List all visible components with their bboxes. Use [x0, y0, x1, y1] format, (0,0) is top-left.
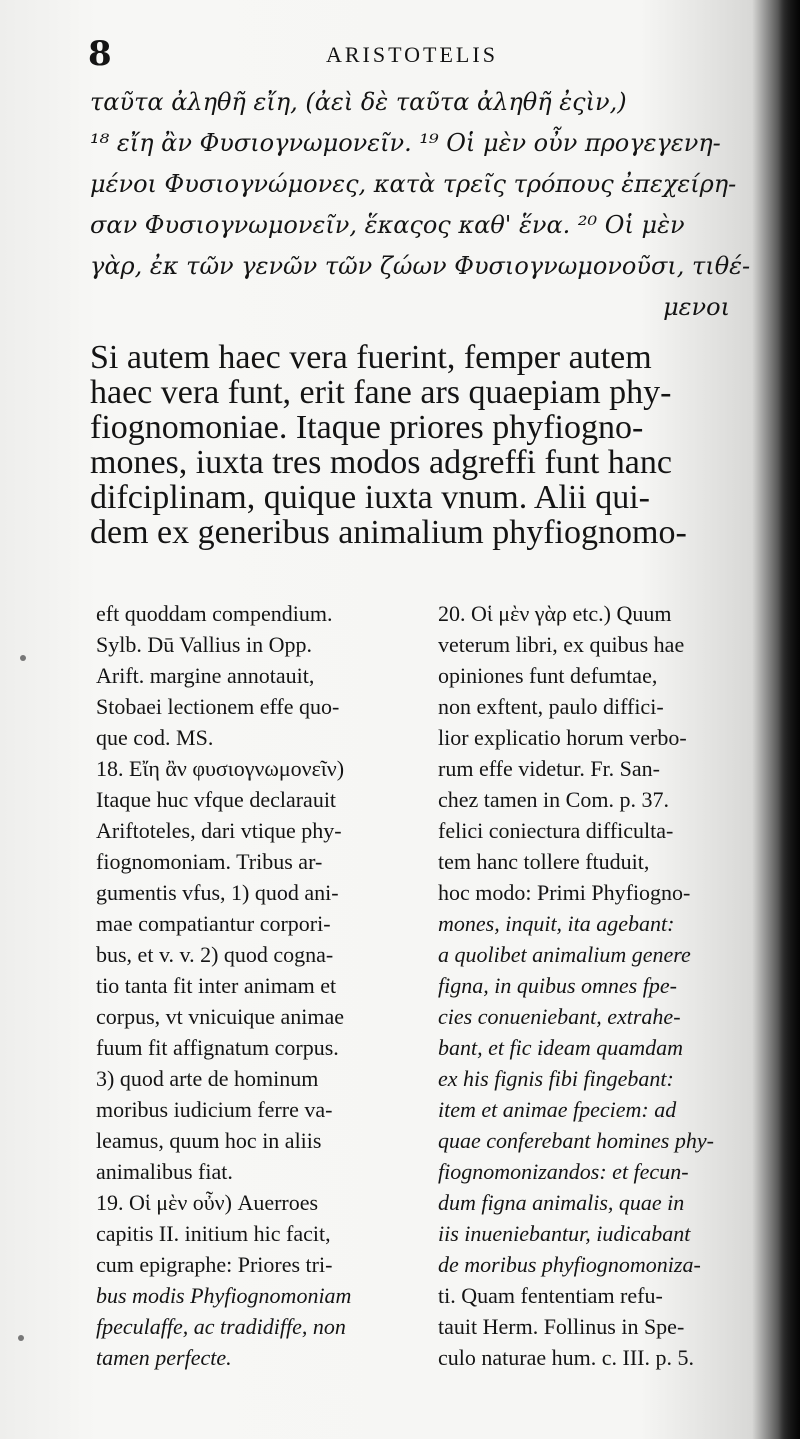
note-line: iis inueniebantur, iudicabant — [438, 1221, 691, 1246]
note-line: chez tamen in Com. p. 37. — [438, 787, 669, 812]
latin-line: Si autem haec vera fuerint, femper autem — [90, 339, 652, 376]
ink-speck — [18, 1335, 24, 1341]
note-line: tauit Herm. Follinus in Spe- — [438, 1314, 685, 1339]
latin-line: difciplinam, quique iuxta vnum. Alii qui- — [90, 479, 650, 516]
note-line: corpus, vt vnicuique animae — [96, 1004, 345, 1029]
note-line: quae conferebant homines phy- — [438, 1128, 714, 1153]
book-spine-shadow — [778, 0, 800, 1439]
page-number: 8 — [88, 34, 112, 74]
note-line: non exftent, paulo diffici- — [438, 694, 664, 719]
note-line: figna, in quibus omnes fpe- — [438, 973, 677, 998]
note-line: bus, et v. v. 2) quod cogna- — [96, 942, 334, 967]
note-line: 3) quod arte de hominum — [96, 1066, 319, 1091]
note-line: gumentis vfus, 1) quod ani- — [96, 880, 339, 905]
note-line: leamus, quum hoc in aliis — [96, 1128, 322, 1153]
greek-line: ταῦτα ἀληθῆ εἴη, (ἀεὶ δὲ ταῦτα ἀληθῆ ἐςὶν,) — [90, 88, 627, 116]
note-line: animalibus fiat. — [96, 1159, 233, 1184]
note-line: ti. Quam fententiam refu- — [438, 1283, 663, 1308]
note-line: fiognomoniam. Tribus ar- — [96, 849, 323, 874]
note-line: Stobaei lectionem effe quo- — [96, 694, 340, 719]
note-line: Ariftoteles, dari vtique phy- — [96, 818, 342, 843]
note-line: tem hanc tollere ftuduit, — [438, 849, 650, 874]
running-title: ARISTOTELIS — [326, 42, 498, 67]
latin-line: dem ex generibus animalium phyfiognomo- — [90, 514, 687, 551]
note-line: 20. Οἱ μὲν γὰρ etc.) Quum — [438, 601, 672, 626]
note-line: cum epigraphe: Priores tri- — [96, 1252, 333, 1277]
note-line: bus modis Phyfiognomoniam — [96, 1283, 352, 1308]
greek-text-block — [90, 82, 770, 328]
note-line: bant, et fic ideam quamdam — [438, 1035, 684, 1060]
latin-line: fiognomoniae. Itaque priores phyfiogno- — [90, 409, 644, 446]
note-line: opiniones funt defumtae, — [438, 663, 658, 688]
latin-line: haec vera funt, erit fane ars quaepiam phy- — [90, 374, 672, 411]
note-line: fpeculaffe, ac tradidiffe, non — [96, 1314, 346, 1339]
latin-translation-block — [90, 340, 770, 550]
note-line: a quolibet animalium genere — [438, 942, 691, 967]
greek-line: σαν Φυσιογνωμονεῖν, ἕκαςος καθ' ἕνα. ²⁰ Οἱ μὲν — [90, 211, 685, 239]
notes-right-column — [438, 598, 774, 1373]
note-line: culo naturae hum. c. III. p. 5. — [438, 1345, 694, 1370]
greek-line: ¹⁸ εἴη ἂν Φυσιογνωμονεῖν. ¹⁹ Οἱ μὲν οὖν προγεγενη- — [90, 129, 721, 157]
latin-line: mones, iuxta tres modos adgreffi funt hanc — [90, 444, 672, 481]
note-line: rum effe videtur. Fr. San- — [438, 756, 660, 781]
note-line: lior explicatio horum verbo- — [438, 725, 687, 750]
note-line: tio tanta fit inter animam et — [96, 973, 337, 998]
note-line: Arift. margine annotauit, — [96, 663, 315, 688]
note-line: eft quoddam compendium. — [96, 601, 333, 626]
notes-left-column — [96, 598, 424, 1373]
page-header — [88, 34, 558, 74]
note-line: de moribus phyfiognomoniza- — [438, 1252, 701, 1277]
note-line: veterum libri, ex quibus hae — [438, 632, 685, 657]
note-line: hoc modo: Primi Phyfiogno- — [438, 880, 691, 905]
note-line: felici coniectura difficulta- — [438, 818, 674, 843]
note-line: moribus iudicium ferre va- — [96, 1097, 333, 1122]
note-line: capitis II. initium hic facit, — [96, 1221, 331, 1246]
note-line: 19. Οἱ μὲν οὖν) Auerroes — [96, 1190, 319, 1215]
note-line: tamen perfecte. — [96, 1345, 232, 1370]
note-line: que cod. MS. — [96, 725, 214, 750]
note-line: Itaque huc vfque declarauit — [96, 787, 337, 812]
greek-line: μένοι Φυσιογνώμονες, κατὰ τρεῖς τρόπους ἐπεχείρη- — [90, 170, 737, 198]
note-line: 18. Εἴη ἂν φυσιογνωμονεῖν) — [96, 756, 345, 781]
note-line: cies conueniebant, extrahe- — [438, 1004, 681, 1029]
greek-line: γὰρ, ἐκ τῶν γενῶν τῶν ζώων Φυσιογνωμονοῦσι, τιθέ- — [90, 252, 751, 280]
note-line: ex his fignis fibi fingebant: — [438, 1066, 674, 1091]
note-line: fuum fit affignatum corpus. — [96, 1035, 339, 1060]
note-line: item et animae fpeciem: ad — [438, 1097, 677, 1122]
ink-speck — [20, 655, 26, 661]
note-line: mones, inquit, ita agebant: — [438, 911, 675, 936]
note-line: dum figna animalis, quae in — [438, 1190, 685, 1215]
note-line: mae compatiantur corpori- — [96, 911, 331, 936]
note-line: fiognomonizandos: et fecun- — [438, 1159, 689, 1184]
catchword: μενοι — [663, 293, 730, 321]
note-line: Sylb. Dū Vallius in Opp. — [96, 632, 312, 657]
